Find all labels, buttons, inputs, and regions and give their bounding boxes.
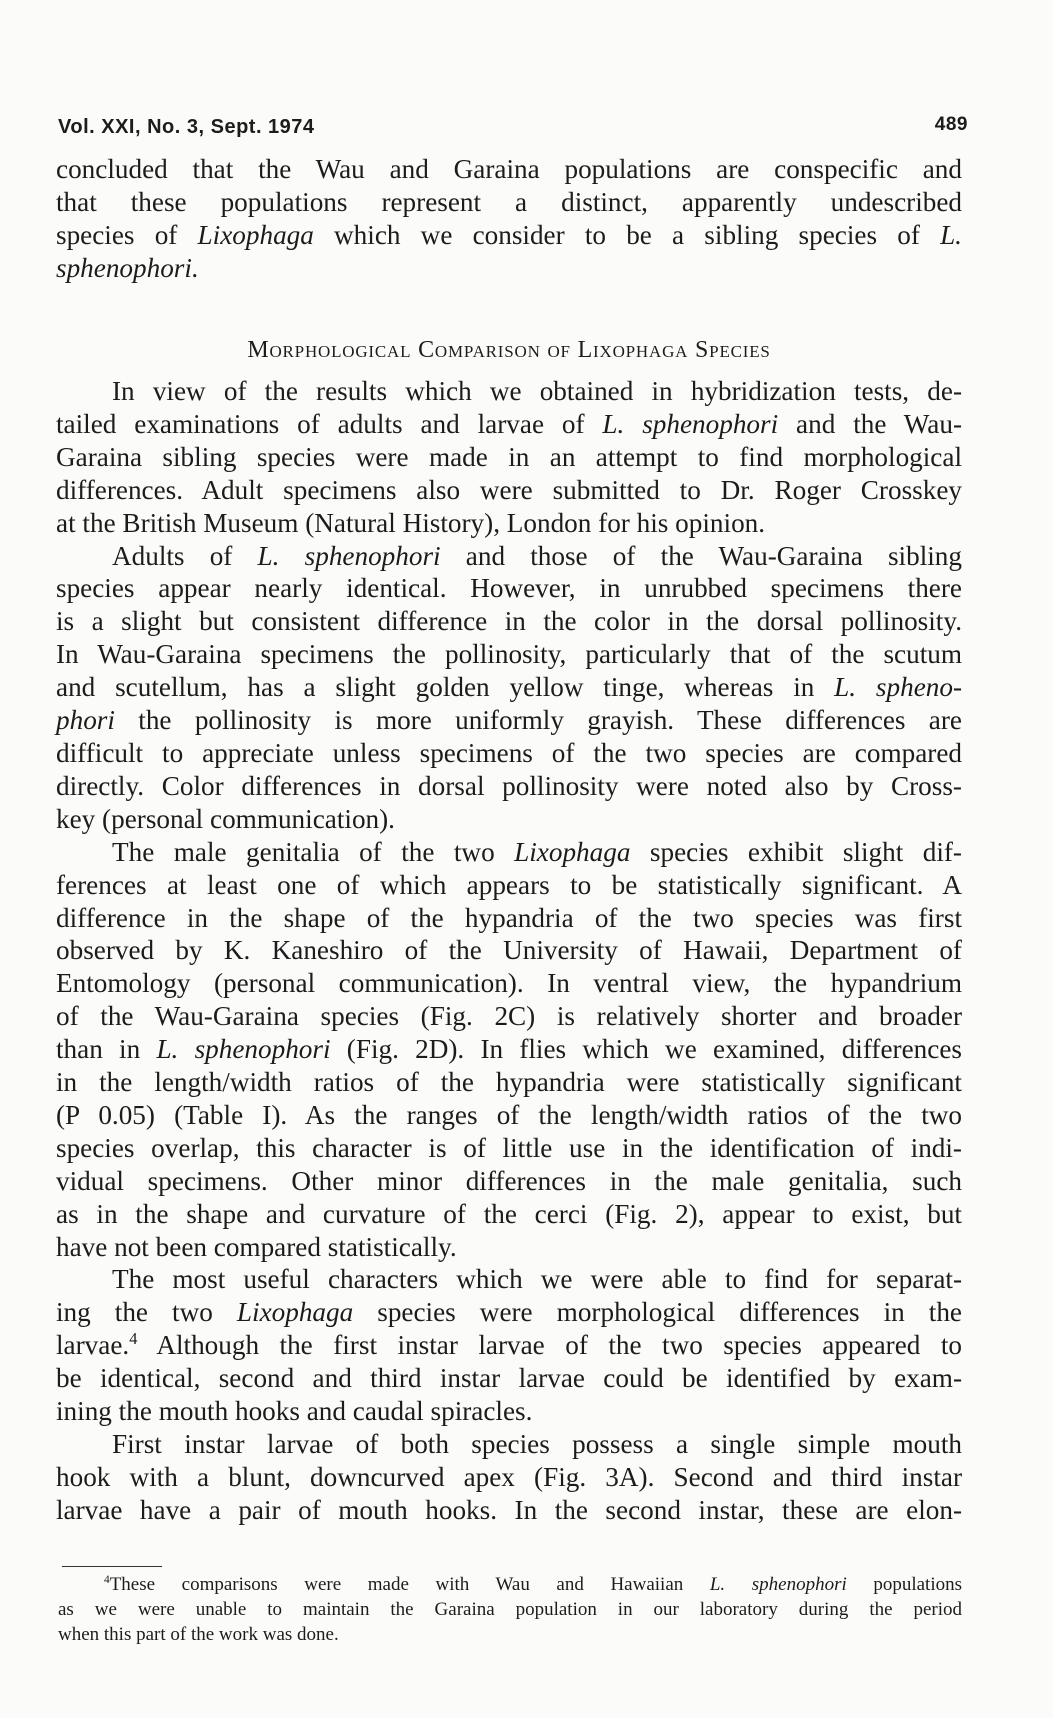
paragraph [56, 1428, 962, 1527]
text-line: Entomology (personal communication). In ventral view, the hypandrium [56, 968, 962, 999]
text-line: species of Lixophaga which we consider to be a sibling species of L. [56, 219, 962, 250]
text-line: and scutellum, has a slight golden yellow tinge, whereas in L. spheno- [56, 672, 962, 703]
text-line: In Wau-Garaina specimens the pollinosity, particularly that of the scutum [56, 639, 962, 670]
running-header [58, 116, 968, 144]
text-line: Garaina sibling species were made in an attempt to find morphological [56, 441, 962, 472]
text-line: sphenophori. [56, 252, 199, 283]
text-line: larvae.$^4$ Although the first instar larvae of the two species appeared to [56, 1329, 962, 1361]
text-line: species overlap, this character is of little use in the identification of indi- [56, 1132, 962, 1163]
paragraph-continued [56, 153, 962, 285]
paragraph [56, 836, 962, 1264]
text-line: at the British Museum (Natural History), London for his opinion. [56, 507, 766, 538]
text-line: difference in the shape of the hypandria of the two species was first [56, 902, 962, 933]
text-line: directly. Color differences in dorsal pollinosity were noted also by Cross- [56, 770, 962, 801]
text-line: hook with a blunt, downcurved apex (Fig. 3A). Second and third instar [56, 1461, 962, 1492]
paragraph [56, 375, 962, 540]
volume-info: Vol. XXI, No. 3, Sept. 1974 [58, 116, 315, 138]
footnote-line: as we were unable to maintain the Garaina population in our laboratory during the period [58, 1599, 962, 1620]
footnote-marker: 4 [129, 1329, 138, 1349]
text-line: The male genitalia of the two Lixophaga species exhibit slight dif- [112, 836, 962, 867]
text-line: larvae have a pair of mouth hooks. In the second instar, these are elon- [56, 1494, 962, 1525]
page-number: 489 [934, 114, 968, 135]
text-line: differences. Adult specimens also were submitted to Dr. Roger Crosskey [56, 474, 962, 505]
text-line: tailed examinations of adults and larvae of L. sphenophori and the Wau- [56, 408, 962, 439]
text-line: key (personal communication). [56, 803, 395, 834]
footnote-line: $^4$These comparisons were made with Wau and Hawaiian L. sphenophori populations [104, 1574, 962, 1595]
text-line: observed by K. Kaneshiro of the University of Hawaii, Department of [56, 935, 962, 966]
text-line: as in the shape and curvature of the cerci (Fig. 2), appear to exist, but [56, 1198, 962, 1229]
main-text [56, 375, 962, 1527]
footnote [58, 1572, 962, 1647]
text-line: is a slight but consistent difference in the color in the dorsal pollinosity. [56, 606, 962, 637]
text-line: In view of the results which we obtained in hybridization tests, de- [112, 376, 962, 406]
text-line: ing the two Lixophaga species were morphological differences in the [56, 1297, 962, 1328]
footnote-rule [62, 1566, 162, 1567]
text-line: species appear nearly identical. However, in unrubbed specimens there [56, 573, 962, 604]
paragraph [56, 1263, 962, 1428]
text-line: phori the pollinosity is more uniformly grayish. These differences are [56, 705, 962, 736]
text-line: have not been compared statistically. [56, 1231, 457, 1262]
text-line: ining the mouth hooks and caudal spiracles. [56, 1396, 533, 1427]
text-line: of the Wau-Garaina species (Fig. 2C) is relatively shorter and broader [56, 1001, 962, 1032]
text-line: concluded that the Wau and Garaina populations are conspecific and [56, 154, 962, 184]
section-heading: Morphological Comparison of Lixophaga Species [247, 337, 771, 363]
footnote-line: when this part of the work was done. [58, 1624, 339, 1645]
text-line: difficult to appreciate unless specimens of the two species are compared [56, 737, 962, 768]
text-line: Adults of L. sphenophori and those of the Wau-Garaina sibling [112, 540, 962, 571]
footnote-number: 4 [104, 1574, 110, 1587]
paragraph [56, 540, 962, 836]
text-line: ferences at least one of which appears to be statistically significant. A [56, 869, 962, 900]
text-line: be identical, second and third instar larvae could be identified by exam- [56, 1363, 962, 1394]
text-line: First instar larvae of both species possess a single simple mouth [112, 1429, 962, 1459]
text-line: vidual specimens. Other minor differences in the male genitalia, such [56, 1165, 962, 1196]
text-line: that these populations represent a distinct, apparently undescribed [56, 186, 962, 217]
text-line: The most useful characters which we were able to find for separat- [112, 1264, 962, 1295]
text-line: in the length/width ratios of the hypandria were statistically significant [56, 1067, 962, 1098]
text-line: than in L. sphenophori (Fig. 2D). In flies which we examined, differences [56, 1034, 962, 1065]
text-line: (P 0.05) (Table I). As the ranges of the length/width ratios of the two [56, 1099, 962, 1130]
